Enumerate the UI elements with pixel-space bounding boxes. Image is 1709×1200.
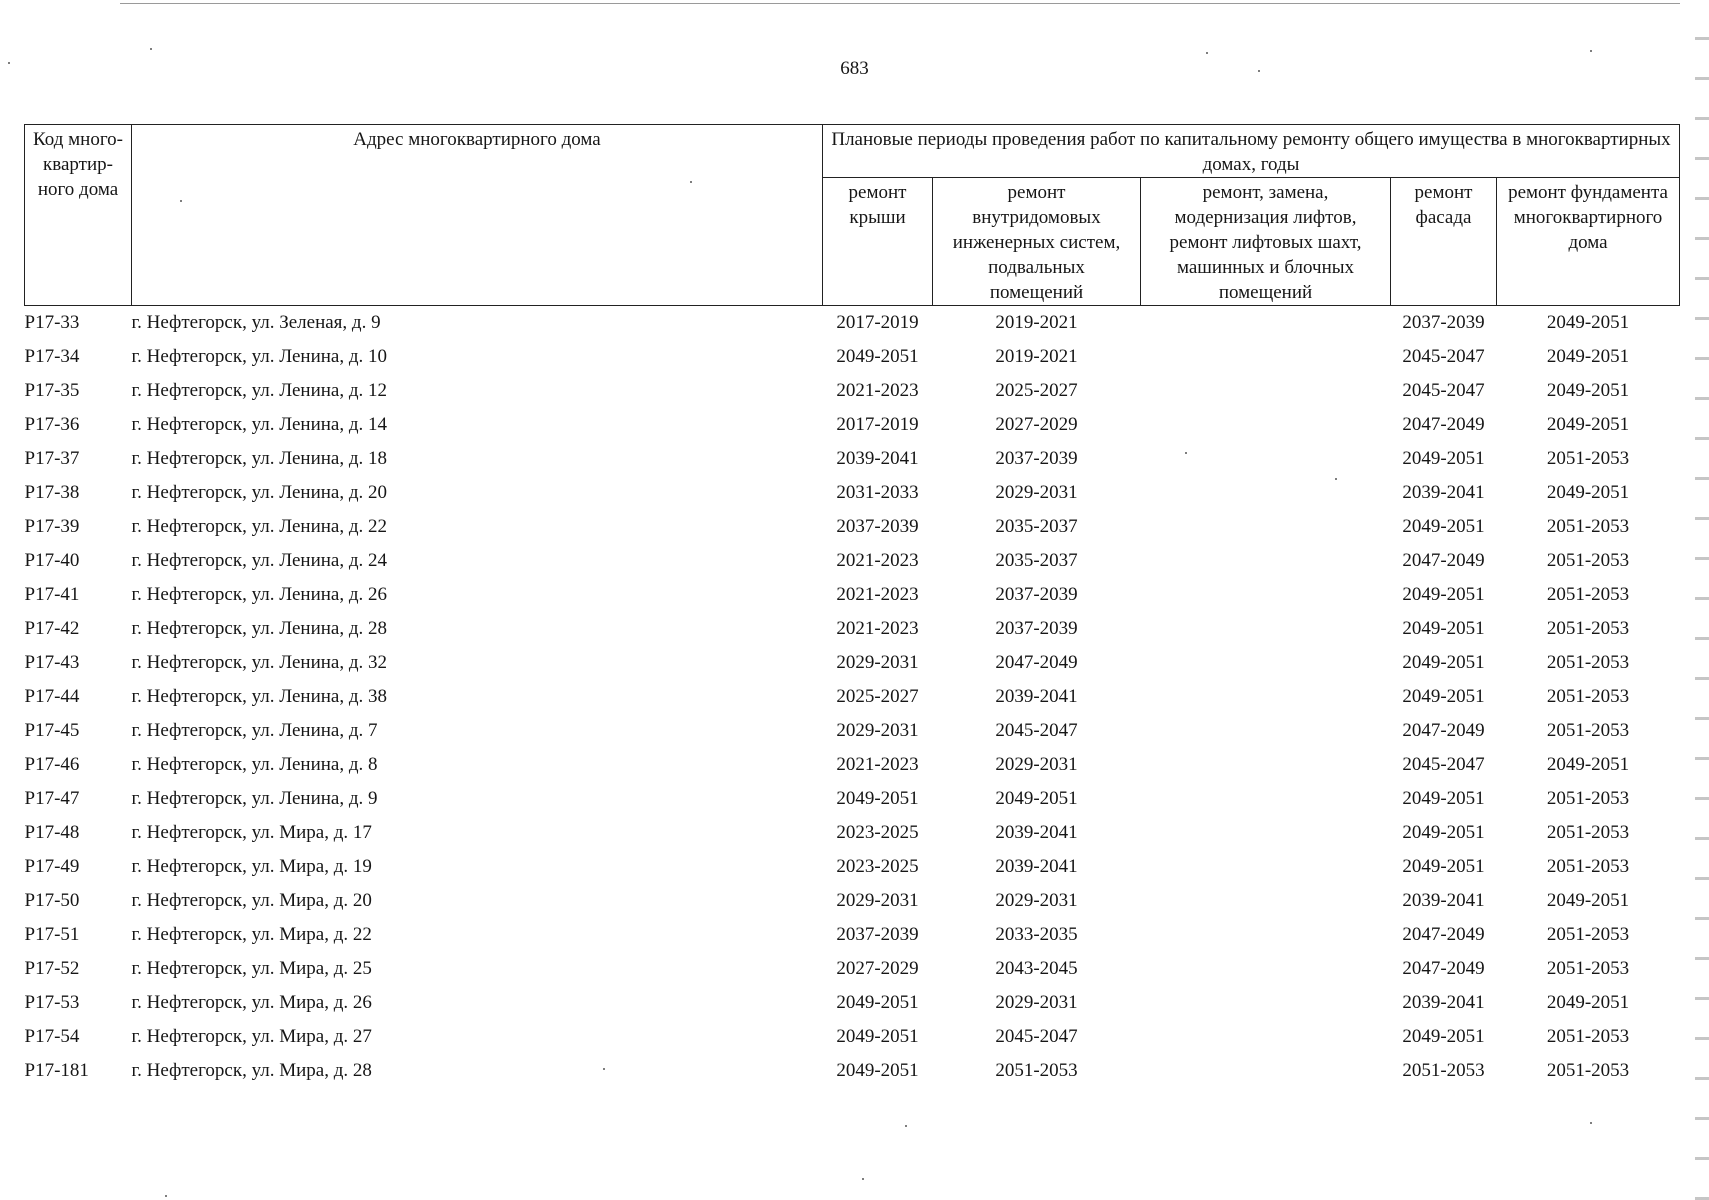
table-row — [25, 952, 1680, 986]
scan-speck — [862, 1178, 864, 1180]
facade-period-cell: 2047-2049 — [1402, 414, 1485, 435]
roof-period-cell: 2049-2051 — [836, 992, 919, 1013]
header-engineering-systems-repair: ремонт внутридомовых инженерных систем, подвальных помещений — [933, 178, 1141, 306]
systems-period-cell: 2043-2045 — [995, 958, 1078, 979]
systems-period-cell: 2039-2041 — [995, 856, 1078, 877]
address-cell: г. Нефтегорск, ул. Мира, д. 19 — [131, 856, 372, 877]
roof-period-cell: 2023-2025 — [836, 856, 919, 877]
roof-period-cell: 2027-2029 — [836, 958, 919, 979]
header-roof-repair: ремонт крыши — [823, 178, 933, 306]
house-code-cell: Р17-53 — [24, 992, 80, 1013]
house-code-cell: Р17-34 — [24, 346, 80, 367]
address-cell: г. Нефтегорск, ул. Ленина, д. 10 — [131, 346, 388, 367]
roof-period-cell: 2017-2019 — [836, 312, 919, 333]
systems-period-cell: 2045-2047 — [995, 720, 1078, 741]
address-cell: г. Нефтегорск, ул. Ленина, д. 28 — [131, 618, 388, 639]
house-code-cell: Р17-45 — [24, 720, 80, 741]
elevators-period-cell — [1141, 612, 1391, 646]
house-code-cell: Р17-54 — [24, 1026, 80, 1047]
house-code-cell: Р17-35 — [24, 380, 80, 401]
table-row — [25, 544, 1680, 578]
address-cell: г. Нефтегорск, ул. Ленина, д. 38 — [131, 686, 388, 707]
house-code-cell: Р17-46 — [24, 754, 80, 775]
roof-period-cell: 2029-2031 — [836, 890, 919, 911]
facade-period-cell: 2045-2047 — [1402, 380, 1485, 401]
address-cell: г. Нефтегорск, ул. Мира, д. 22 — [131, 924, 372, 945]
elevators-period-cell — [1141, 1054, 1391, 1088]
house-code-cell: Р17-42 — [24, 618, 80, 639]
table-row — [25, 306, 1680, 341]
elevators-period-cell — [1141, 578, 1391, 612]
foundation-period-cell: 2051-2053 — [1546, 584, 1630, 605]
address-cell: г. Нефтегорск, ул. Ленина, д. 22 — [131, 516, 388, 537]
header-elevator-repair: ремонт, замена, модернизация лифтов, ремонт лифтовых шахт, машинных и блочных помещений — [1141, 178, 1391, 306]
foundation-period-cell: 2051-2053 — [1546, 788, 1630, 809]
facade-period-cell: 2039-2041 — [1402, 992, 1485, 1013]
roof-period-cell: 2021-2023 — [836, 618, 919, 639]
foundation-period-cell: 2049-2051 — [1546, 890, 1630, 911]
systems-period-cell: 2019-2021 — [995, 312, 1078, 333]
address-cell: г. Нефтегорск, ул. Ленина, д. 18 — [131, 448, 388, 469]
table-row — [25, 680, 1680, 714]
house-code-cell: Р17-39 — [24, 516, 80, 537]
systems-period-cell: 2025-2027 — [995, 380, 1078, 401]
page-top-rule — [120, 3, 1680, 4]
facade-period-cell: 2049-2051 — [1402, 516, 1485, 537]
elevators-period-cell — [1141, 306, 1391, 341]
roof-period-cell: 2049-2051 — [836, 1026, 919, 1047]
scan-speck — [1335, 478, 1337, 480]
table-row — [25, 850, 1680, 884]
foundation-period-cell: 2051-2053 — [1546, 550, 1630, 571]
address-cell: г. Нефтегорск, ул. Ленина, д. 12 — [131, 380, 388, 401]
house-code-cell: Р17-40 — [24, 550, 80, 571]
facade-period-cell: 2049-2051 — [1402, 618, 1485, 639]
roof-period-cell: 2049-2051 — [836, 1060, 919, 1081]
elevators-period-cell — [1141, 986, 1391, 1020]
systems-period-cell: 2029-2031 — [995, 890, 1078, 911]
address-cell: г. Нефтегорск, ул. Мира, д. 25 — [131, 958, 372, 979]
foundation-period-cell: 2049-2051 — [1546, 754, 1630, 775]
systems-period-cell: 2019-2021 — [995, 346, 1078, 367]
address-cell: г. Нефтегорск, ул. Зеленая, д. 9 — [131, 312, 381, 333]
house-code-cell: Р17-181 — [24, 1060, 89, 1081]
scan-speck — [1590, 1122, 1592, 1124]
scan-edge-noise — [1695, 0, 1709, 1200]
foundation-period-cell: 2049-2051 — [1546, 992, 1630, 1013]
foundation-period-cell: 2051-2053 — [1546, 1026, 1630, 1047]
foundation-period-cell: 2051-2053 — [1546, 686, 1630, 707]
facade-period-cell: 2049-2051 — [1402, 856, 1485, 877]
address-cell: г. Нефтегорск, ул. Ленина, д. 7 — [131, 720, 378, 741]
roof-period-cell: 2021-2023 — [836, 584, 919, 605]
table-row — [25, 374, 1680, 408]
systems-period-cell: 2037-2039 — [995, 584, 1078, 605]
table-row — [25, 918, 1680, 952]
systems-period-cell: 2035-2037 — [995, 516, 1078, 537]
roof-period-cell: 2017-2019 — [836, 414, 919, 435]
facade-period-cell: 2037-2039 — [1402, 312, 1485, 333]
table-row — [25, 714, 1680, 748]
foundation-period-cell: 2049-2051 — [1546, 482, 1630, 503]
house-code-cell: Р17-49 — [24, 856, 80, 877]
house-code-cell: Р17-37 — [24, 448, 80, 469]
foundation-period-cell: 2049-2051 — [1546, 346, 1630, 367]
foundation-period-cell: 2051-2053 — [1546, 1060, 1630, 1081]
table-row — [25, 340, 1680, 374]
foundation-period-cell: 2051-2053 — [1546, 618, 1630, 639]
facade-period-cell: 2049-2051 — [1402, 686, 1485, 707]
facade-period-cell: 2049-2051 — [1402, 788, 1485, 809]
systems-period-cell: 2039-2041 — [995, 686, 1078, 707]
elevators-period-cell — [1141, 748, 1391, 782]
elevators-period-cell — [1141, 544, 1391, 578]
foundation-period-cell: 2051-2053 — [1546, 822, 1630, 843]
systems-period-cell: 2029-2031 — [995, 992, 1078, 1013]
roof-period-cell: 2029-2031 — [836, 720, 919, 741]
facade-period-cell: 2049-2051 — [1402, 822, 1485, 843]
facade-period-cell: 2047-2049 — [1402, 958, 1485, 979]
elevators-period-cell — [1141, 646, 1391, 680]
elevators-period-cell — [1141, 918, 1391, 952]
roof-period-cell: 2023-2025 — [836, 822, 919, 843]
roof-period-cell: 2029-2031 — [836, 652, 919, 673]
table-row — [25, 884, 1680, 918]
house-code-cell: Р17-43 — [24, 652, 80, 673]
house-code-cell: Р17-38 — [24, 482, 80, 503]
elevators-period-cell — [1141, 374, 1391, 408]
house-code-cell: Р17-51 — [24, 924, 80, 945]
facade-period-cell: 2047-2049 — [1402, 924, 1485, 945]
elevators-period-cell — [1141, 816, 1391, 850]
table-row — [25, 476, 1680, 510]
address-cell: г. Нефтегорск, ул. Мира, д. 28 — [131, 1060, 372, 1081]
roof-period-cell: 2025-2027 — [836, 686, 919, 707]
address-cell: г. Нефтегорск, ул. Ленина, д. 24 — [131, 550, 388, 571]
scan-speck — [1590, 50, 1592, 52]
systems-period-cell: 2029-2031 — [995, 754, 1078, 775]
capital-repair-schedule-table — [24, 124, 1680, 1088]
foundation-period-cell: 2051-2053 — [1546, 652, 1630, 673]
house-code-cell: Р17-48 — [24, 822, 80, 843]
roof-period-cell: 2037-2039 — [836, 924, 919, 945]
scan-speck — [1185, 452, 1187, 454]
elevators-period-cell — [1141, 476, 1391, 510]
facade-period-cell: 2039-2041 — [1402, 890, 1485, 911]
facade-period-cell: 2047-2049 — [1402, 720, 1485, 741]
address-cell: г. Нефтегорск, ул. Мира, д. 27 — [131, 1026, 372, 1047]
scan-speck — [8, 62, 10, 64]
systems-period-cell: 2037-2039 — [995, 618, 1078, 639]
header-foundation-repair: ремонт фундамента многоквартирного дома — [1497, 178, 1680, 306]
table-row — [25, 1020, 1680, 1054]
address-cell: г. Нефтегорск, ул. Ленина, д. 32 — [131, 652, 388, 673]
table-row — [25, 442, 1680, 476]
systems-period-cell: 2051-2053 — [995, 1060, 1078, 1081]
facade-period-cell: 2039-2041 — [1402, 482, 1485, 503]
header-address: Адрес многоквартирного дома — [132, 125, 823, 306]
address-cell: г. Нефтегорск, ул. Ленина, д. 9 — [131, 788, 378, 809]
table-row — [25, 408, 1680, 442]
address-cell: г. Нефтегорск, ул. Мира, д. 26 — [131, 992, 372, 1013]
elevators-period-cell — [1141, 782, 1391, 816]
elevators-period-cell — [1141, 1020, 1391, 1054]
roof-period-cell: 2021-2023 — [836, 754, 919, 775]
elevators-period-cell — [1141, 884, 1391, 918]
address-cell: г. Нефтегорск, ул. Ленина, д. 26 — [131, 584, 388, 605]
facade-period-cell: 2049-2051 — [1402, 652, 1485, 673]
facade-period-cell: 2045-2047 — [1402, 754, 1485, 775]
roof-period-cell: 2049-2051 — [836, 346, 919, 367]
house-code-cell: Р17-50 — [24, 890, 80, 911]
systems-period-cell: 2049-2051 — [995, 788, 1078, 809]
address-cell: г. Нефтегорск, ул. Ленина, д. 20 — [131, 482, 388, 503]
scan-speck — [1206, 52, 1208, 54]
table-row — [25, 646, 1680, 680]
table-row — [25, 578, 1680, 612]
facade-period-cell: 2045-2047 — [1402, 346, 1485, 367]
roof-period-cell: 2021-2023 — [836, 380, 919, 401]
header-facade-repair: ремонт фасада — [1391, 178, 1497, 306]
roof-period-cell: 2031-2033 — [836, 482, 919, 503]
facade-period-cell: 2049-2051 — [1402, 448, 1485, 469]
scan-speck — [165, 1195, 167, 1197]
elevators-period-cell — [1141, 340, 1391, 374]
elevators-period-cell — [1141, 850, 1391, 884]
page-number: 683 — [840, 58, 869, 79]
systems-period-cell: 2047-2049 — [995, 652, 1078, 673]
house-code-cell: Р17-41 — [24, 584, 80, 605]
foundation-period-cell: 2049-2051 — [1546, 312, 1630, 333]
roof-period-cell: 2037-2039 — [836, 516, 919, 537]
elevators-period-cell — [1141, 408, 1391, 442]
table-row — [25, 782, 1680, 816]
scan-speck — [905, 1125, 907, 1127]
elevators-period-cell — [1141, 714, 1391, 748]
foundation-period-cell: 2051-2053 — [1546, 856, 1630, 877]
foundation-period-cell: 2051-2053 — [1546, 958, 1630, 979]
roof-period-cell: 2039-2041 — [836, 448, 919, 469]
house-code-cell: Р17-33 — [24, 312, 80, 333]
systems-period-cell: 2045-2047 — [995, 1026, 1078, 1047]
elevators-period-cell — [1141, 952, 1391, 986]
table-row — [25, 1054, 1680, 1088]
facade-period-cell: 2047-2049 — [1402, 550, 1485, 571]
systems-period-cell: 2033-2035 — [995, 924, 1078, 945]
scan-speck — [603, 1068, 605, 1070]
house-code-cell: Р17-44 — [24, 686, 80, 707]
house-code-cell: Р17-36 — [24, 414, 80, 435]
roof-period-cell: 2049-2051 — [836, 788, 919, 809]
scan-speck — [180, 200, 182, 202]
address-cell: г. Нефтегорск, ул. Ленина, д. 14 — [131, 414, 388, 435]
address-cell: г. Нефтегорск, ул. Мира, д. 20 — [131, 890, 372, 911]
table-row — [25, 748, 1680, 782]
house-code-cell: Р17-52 — [24, 958, 80, 979]
table-row — [25, 612, 1680, 646]
foundation-period-cell: 2051-2053 — [1546, 924, 1630, 945]
header-house-code: Код много- квартир- ного дома — [25, 125, 132, 306]
facade-period-cell: 2049-2051 — [1402, 1026, 1485, 1047]
foundation-period-cell: 2051-2053 — [1546, 720, 1630, 741]
scan-speck — [150, 48, 152, 50]
foundation-period-cell: 2049-2051 — [1546, 414, 1630, 435]
foundation-period-cell: 2051-2053 — [1546, 448, 1630, 469]
scan-speck — [1258, 70, 1260, 72]
elevators-period-cell — [1141, 442, 1391, 476]
systems-period-cell: 2039-2041 — [995, 822, 1078, 843]
table-row — [25, 986, 1680, 1020]
table-row — [25, 510, 1680, 544]
address-cell: г. Нефтегорск, ул. Ленина, д. 8 — [131, 754, 378, 775]
elevators-period-cell — [1141, 510, 1391, 544]
table-body — [25, 306, 1680, 1089]
systems-period-cell: 2037-2039 — [995, 448, 1078, 469]
house-code-cell: Р17-47 — [24, 788, 80, 809]
facade-period-cell: 2051-2053 — [1402, 1060, 1485, 1081]
address-cell: г. Нефтегорск, ул. Мира, д. 17 — [131, 822, 372, 843]
elevators-period-cell — [1141, 680, 1391, 714]
foundation-period-cell: 2049-2051 — [1546, 380, 1630, 401]
systems-period-cell: 2027-2029 — [995, 414, 1078, 435]
table-row — [25, 816, 1680, 850]
foundation-period-cell: 2051-2053 — [1546, 516, 1630, 537]
header-planned-periods: Плановые периоды проведения работ по капитальному ремонту общего имущества в многоквартирных домах, годы — [823, 125, 1680, 178]
systems-period-cell: 2035-2037 — [995, 550, 1078, 571]
systems-period-cell: 2029-2031 — [995, 482, 1078, 503]
roof-period-cell: 2021-2023 — [836, 550, 919, 571]
facade-period-cell: 2049-2051 — [1402, 584, 1485, 605]
scan-speck — [690, 181, 692, 183]
